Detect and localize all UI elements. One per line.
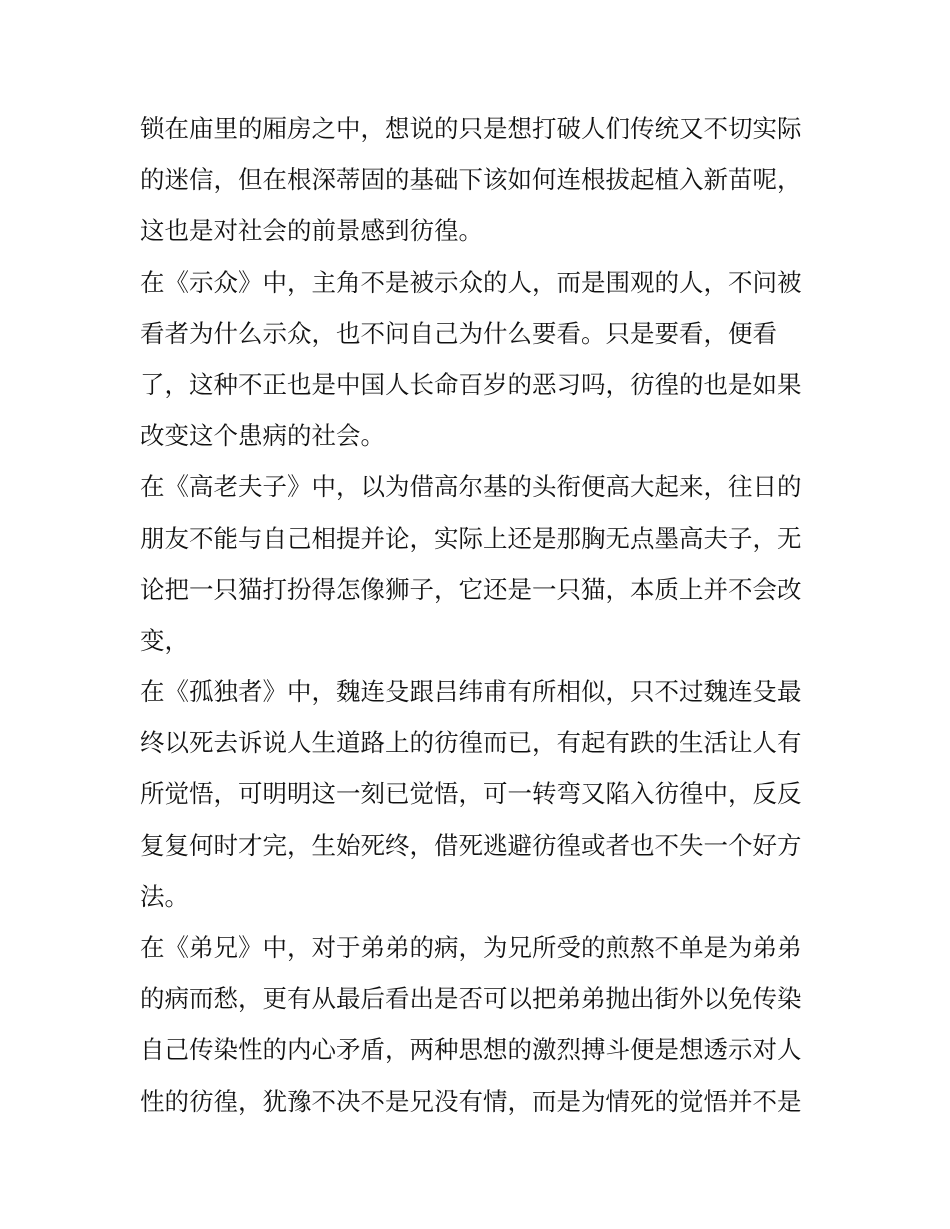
text-line: 在《孤独者》中，魏连殳跟吕纬甫有所相似，只不过魏连殳最 bbox=[140, 677, 802, 707]
text-line: 自己传染性的内心矛盾，两种思想的激烈搏斗便是想透示对人 bbox=[140, 1035, 802, 1065]
text-line: 复复何时才完，生始死终，借死逃避彷徨或者也不失一个好方 bbox=[140, 830, 802, 860]
body-text bbox=[140, 103, 815, 1127]
text-line: 改变这个患病的社会。 bbox=[140, 421, 385, 451]
text-line: 终以死去诉说人生道路上的彷徨而已，有起有跌的生活让人有 bbox=[140, 728, 802, 758]
text-line: 在《示众》中，主角不是被示众的人，而是围观的人，不问被 bbox=[140, 267, 802, 297]
text-line: 法。 bbox=[140, 881, 189, 911]
text-line: 了，这种不正也是中国人长命百岁的恶习吗，彷徨的也是如果 bbox=[140, 369, 802, 399]
text-line: 在《高老夫子》中，以为借高尔基的头衔便高大起来，往日的 bbox=[140, 472, 802, 502]
text-line: 看者为什么示众，也不问自己为什么要看。只是要看，便看 bbox=[140, 318, 777, 348]
text-line: 的病而愁，更有从最后看出是否可以把弟弟抛出街外以免传染 bbox=[140, 984, 802, 1014]
text-line: 的迷信，但在根深蒂固的基础下该如何连根拔起植入新苗呢， bbox=[140, 165, 802, 195]
text-line: 朋友不能与自己相提并论，实际上还是那胸无点墨高夫子，无 bbox=[140, 523, 802, 553]
text-line: 变， bbox=[140, 625, 189, 655]
text-line: 这也是对社会的前景感到彷徨。 bbox=[140, 216, 483, 246]
text-line: 性的彷徨，犹豫不决不是兄没有情，而是为情死的觉悟并不是 bbox=[140, 1086, 802, 1116]
text-line: 所觉悟，可明明这一刻已觉悟，可一转弯又陷入彷徨中，反反 bbox=[140, 779, 802, 809]
text-line: 锁在庙里的厢房之中，想说的只是想打破人们传统又不切实际 bbox=[140, 114, 802, 143]
text-line: 在《弟兄》中，对于弟弟的病，为兄所受的煎熬不单是为弟弟 bbox=[140, 933, 802, 962]
text-line: 论把一只猫打扮得怎像狮子，它还是一只猫，本质上并不会改 bbox=[140, 574, 802, 604]
